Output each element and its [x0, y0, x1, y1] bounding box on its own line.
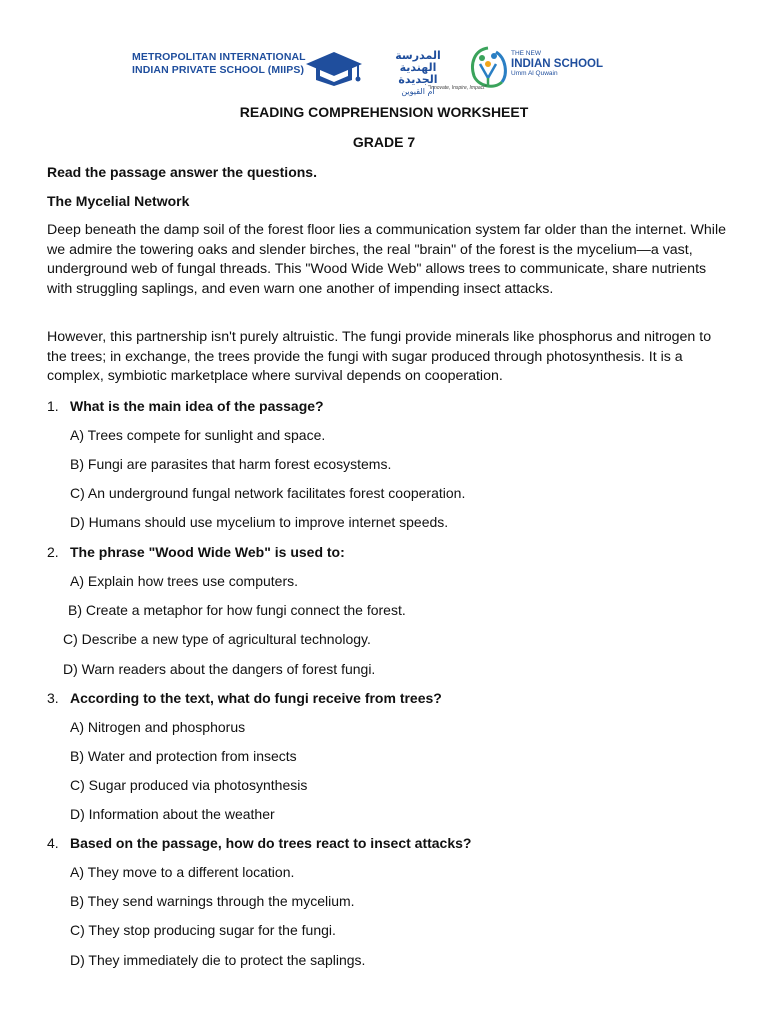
graduation-cap-icon	[304, 48, 364, 88]
arabic-name-line3: أم القيوين	[401, 87, 435, 96]
question-4	[47, 835, 471, 851]
question-1-option-d: D) Humans should use mycelium to improve internet speeds.	[70, 514, 449, 530]
question-2-option-d: D) Warn readers about the dangers of forest fungi.	[63, 661, 376, 677]
question-number: 2.	[47, 544, 59, 560]
tnis-name-small: THE NEW	[511, 50, 541, 57]
instruction-text: Read the passage answer the questions.	[47, 164, 317, 180]
passage-paragraph-2: However, this partnership isn't purely altruistic. The fungi provide minerals like phosphorus and nitrogen to the trees; in exchange, the trees provide the fungi with sugar produced through photosynthesis. It is a complex, symbiotic marketplace where survival depends on cooperation.	[47, 329, 712, 384]
question-3-option-b: B) Water and protection from insects	[70, 748, 297, 764]
miips-logo-text	[132, 51, 306, 77]
question-1-option-c: C) An underground fungal network facilitates forest cooperation.	[70, 485, 466, 501]
question-2	[47, 544, 345, 560]
school-tagline: "Innovate, Inspire, Impact"	[428, 85, 487, 91]
tnis-location: Umm Al Quwain	[511, 70, 558, 77]
question-text: The phrase "Wood Wide Web" is used to:	[70, 544, 345, 560]
question-1	[47, 398, 324, 414]
question-4-option-b: B) They send warnings through the mycelium.	[70, 893, 355, 909]
question-number: 1.	[47, 398, 59, 414]
question-number: 3.	[47, 690, 59, 706]
question-2-option-b: B) Create a metaphor for how fungi connect the forest.	[68, 602, 406, 618]
tnis-logo-text	[511, 50, 603, 78]
arabic-name-line2: الجديدة	[398, 73, 438, 86]
question-text: Based on the passage, how do trees react to insect attacks?	[70, 835, 472, 851]
question-4-option-c: C) They stop producing sugar for the fungi.	[70, 922, 336, 938]
school-logos-header	[128, 42, 604, 94]
question-3-option-c: C) Sugar produced via photosynthesis	[70, 777, 308, 793]
miips-name-line1: METROPOLITAN INTERNATIONAL	[132, 51, 306, 63]
grade-label: GRADE 7	[352, 134, 416, 150]
tnis-name-big: INDIAN SCHOOL	[511, 58, 603, 70]
question-1-option-a: A) Trees compete for sunlight and space.	[70, 427, 326, 443]
question-2-option-c: C) Describe a new type of agricultural technology.	[63, 631, 371, 647]
miips-name-line2: INDIAN PRIVATE SCHOOL (MIIPS)	[132, 64, 305, 76]
question-3	[47, 690, 442, 706]
question-4-option-a: A) They move to a different location.	[70, 864, 295, 880]
question-text: What is the main idea of the passage?	[70, 398, 324, 414]
question-2-option-a: A) Explain how trees use computers.	[70, 573, 298, 589]
question-1-option-b: B) Fungi are parasites that harm forest ecosystems.	[70, 456, 392, 472]
passage-paragraph-1: Deep beneath the damp soil of the forest floor lies a communication system far older than the internet. While we admire the towering oaks and slender birches, the real "brain" of the forest is the mycelium—a vast, underground web of fungal threads. This "Wood Wide Web" allows trees to communicate, share nutrients with struggling saplings, and even warn one another of impending insect attacks.	[47, 222, 726, 297]
passage-title: The Mycelial Network	[47, 193, 190, 209]
question-text: According to the text, what do fungi receive from trees?	[70, 690, 442, 706]
question-3-option-d: D) Information about the weather	[70, 806, 275, 822]
worksheet-title: READING COMPREHENSION WORKSHEET	[239, 104, 529, 120]
arabic-name-line1: المدرسة الهندية	[395, 49, 441, 74]
question-3-option-a: A) Nitrogen and phosphorus	[70, 719, 246, 735]
question-number: 4.	[47, 835, 59, 851]
question-4-option-d: D) They immediately die to protect the saplings.	[70, 952, 366, 968]
